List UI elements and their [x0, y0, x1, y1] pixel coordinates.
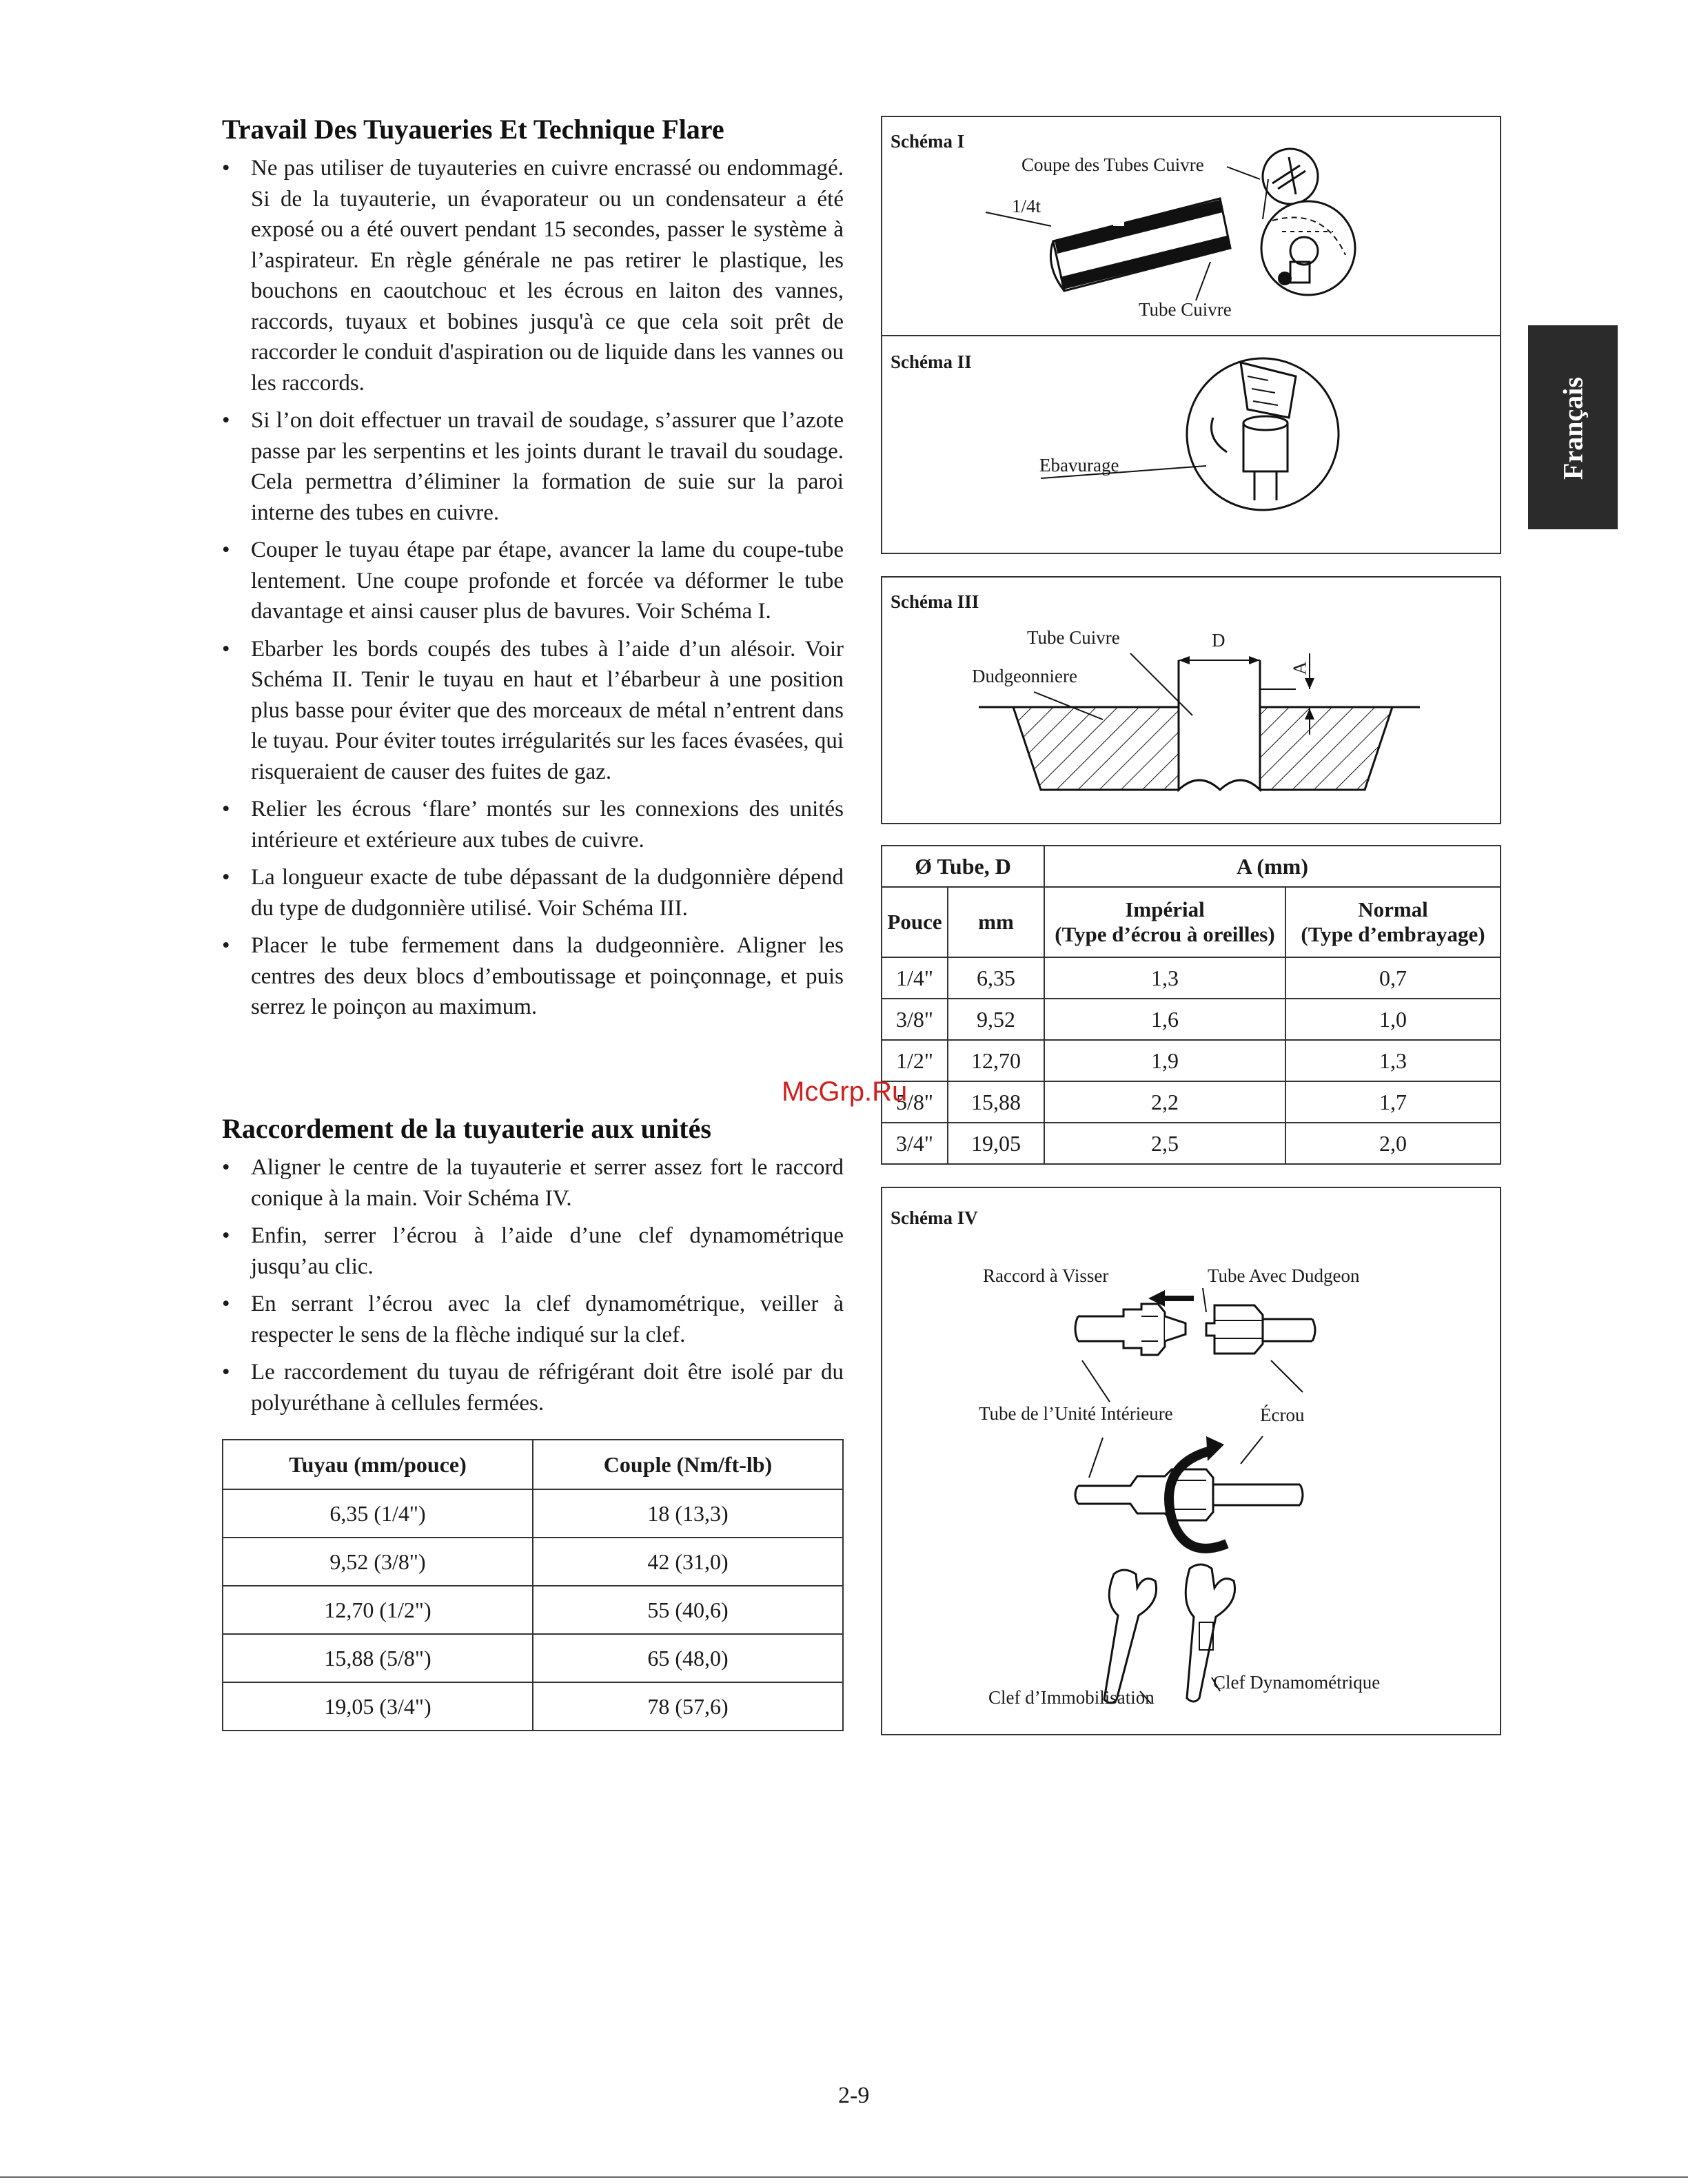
- table-row: 15,88 (5/8") 65 (48,0): [223, 1634, 843, 1682]
- table-row: 1/2" 12,70 1,9 1,3: [882, 1040, 1501, 1081]
- section-title-connection: Raccordement de la tuyauterie aux unités: [222, 1113, 711, 1144]
- table-row: 6,35 (1/4") 18 (13,3): [223, 1489, 843, 1538]
- list-item: • Enfin, serrer l’écrou à l’aide d’une clef dynamométrique jusqu’au clic.: [222, 1221, 844, 1282]
- schema-4-label: Schéma IV: [891, 1207, 978, 1228]
- flaring-tool-label: Dudgeonniere: [972, 666, 1077, 686]
- copper-tube-label: Tube Cuivre: [1027, 627, 1120, 648]
- a-mm-header: A (mm): [1044, 846, 1501, 887]
- list-item: • Ebarber les bords coupés des tubes à l’aide d’un alésoir. Voir Schéma II. Tenir le tuyau en haut et l’ébarbeur à une position plus basse pour éviter que des morceaux de métal n’entrent dans le tuyau. Pour éviter toutes irrégularités sur les faces évasées, qui risqueraient de causer des fuites de gaz.: [222, 634, 844, 788]
- table-row: 19,05 (3/4") 78 (57,6): [223, 1682, 843, 1731]
- inch-header: Pouce: [882, 887, 948, 957]
- mm-header: mm: [948, 887, 1044, 957]
- list-item: • Ne pas utiliser de tuyauteries en cuivre encrassé ou endommagé. Si de la tuyauterie, un évaporateur ou un condensateur a été exposé ou a été ouvert pendant 15 secondes, passer le système à l’aspirateur. En règle générale ne pas retirer le plastique, les bouchons en caoutchouc et les écrous en laiton des vannes, raccords, tuyaux et bobines jusqu'à ce que cela soit prêt de raccorder le conduit d'aspiration ou de liquide dans les vannes ou les raccords.: [222, 153, 844, 398]
- table-row: 9,52 (3/8") 42 (31,0): [223, 1538, 843, 1586]
- pipe-connection-illustration: [882, 1188, 1500, 1734]
- a-label: A: [1289, 661, 1310, 675]
- table-row: 12,70 (1/2") 55 (40,6): [223, 1586, 843, 1634]
- language-tab: [1528, 325, 1618, 529]
- schema-4-box: [881, 1187, 1501, 1735]
- table-row: 3/4" 19,05 2,5 2,0: [882, 1123, 1501, 1164]
- list-item: • En serrant l’écrou avec la clef dynamométrique, veiller à respecter le sens de la flèche indiqué sur la clef.: [222, 1289, 844, 1350]
- normal-header: Normal (Type d’embrayage): [1285, 887, 1501, 957]
- page-bottom-rule: [0, 2176, 1688, 2178]
- quarter-turn-label: 1/4t: [1012, 196, 1041, 216]
- schema-2-label: Schéma II: [891, 351, 972, 372]
- fitting-label: Raccord à Visser: [983, 1265, 1109, 1286]
- page-number: 2-9: [838, 2083, 870, 2108]
- list-item: • La longueur exacte de tube dépassant de la dudgonnière dépend du type de dudgonnière utilisé. Voir Schéma III.: [222, 862, 844, 923]
- list-item: • Placer le tube fermement dans la dudgeonnière. Aligner les centres des deux blocs d’emboutissage et poinçonnage, et puis serrez le poinçon au maximum.: [222, 930, 844, 1023]
- watermark: McGrp.Ru: [782, 1076, 908, 1107]
- imperial-header: Impérial (Type d’écrou à oreilles): [1044, 887, 1285, 957]
- language-tab-label: Français: [1557, 377, 1589, 480]
- list-item: • Si l’on doit effectuer un travail de soudage, s’assurer que l’azote passe par les serpentins et les joints durant le travail du soudage. Cela permettra d’éliminer la formation de suie sur la paroi interne des tubes en cuivre.: [222, 405, 844, 528]
- torque-wrench-label: Clef Dynamométrique: [1213, 1672, 1381, 1693]
- table-row: 5/8" 15,88 2,2 1,7: [882, 1081, 1501, 1123]
- flare-dimension-table: [881, 845, 1501, 1165]
- connection-instructions-list: [222, 1152, 844, 1425]
- torque-header-torque: Couple (Nm/ft-lb): [533, 1440, 843, 1489]
- list-item: • Couper le tuyau étape par étape, avancer la lame du coupe-tube lentement. Une coupe profonde et forcée va déformer le tube davantage et ainsi causer plus de bavures. Voir Schéma I.: [222, 535, 844, 627]
- copper-tube-label: Tube Cuivre: [1139, 299, 1232, 320]
- torque-header-pipe: Tuyau (mm/pouce): [223, 1440, 533, 1489]
- holding-wrench-label: Clef d’Immobilisation: [988, 1687, 1155, 1708]
- flare-instructions-list: [222, 153, 844, 1030]
- schema-3-label: Schéma III: [891, 591, 979, 612]
- deburring-illustration: [882, 335, 1500, 553]
- deburr-label: Ebavurage: [1039, 455, 1119, 476]
- schema-1-2-box: [881, 116, 1501, 554]
- list-item: • Aligner le centre de la tuyauterie et serrer assez fort le raccord conique à la main. Voir Schéma IV.: [222, 1152, 844, 1214]
- list-item: • Relier les écrous ‘flare’ montés sur les connexions des unités intérieure et extérieure aux tubes de cuivre.: [222, 794, 844, 855]
- nut-label: Écrou: [1260, 1405, 1305, 1425]
- cut-label: Coupe des Tubes Cuivre: [1021, 154, 1204, 175]
- schema-3-box: [881, 576, 1501, 824]
- schema-1-label: Schéma I: [891, 131, 965, 152]
- table-row: 1/4" 6,35 1,3 0,7: [882, 957, 1501, 999]
- tube-diameter-header: Ø Tube, D: [882, 846, 1044, 887]
- flaring-tool-illustration: [882, 578, 1500, 823]
- d-label: D: [1212, 630, 1226, 651]
- list-item: • Le raccordement du tuyau de réfrigérant doit être isolé par du polyuréthane à cellules fermées.: [222, 1357, 844, 1418]
- flared-tube-label: Tube Avec Dudgeon: [1208, 1265, 1360, 1286]
- indoor-tube-label: Tube de l’Unité Intérieure: [979, 1403, 1173, 1424]
- section-title-flare: Travail Des Tuyaueries Et Technique Flare: [222, 114, 724, 145]
- torque-table: [222, 1439, 844, 1731]
- table-row: 3/8" 9,52 1,6 1,0: [882, 999, 1501, 1040]
